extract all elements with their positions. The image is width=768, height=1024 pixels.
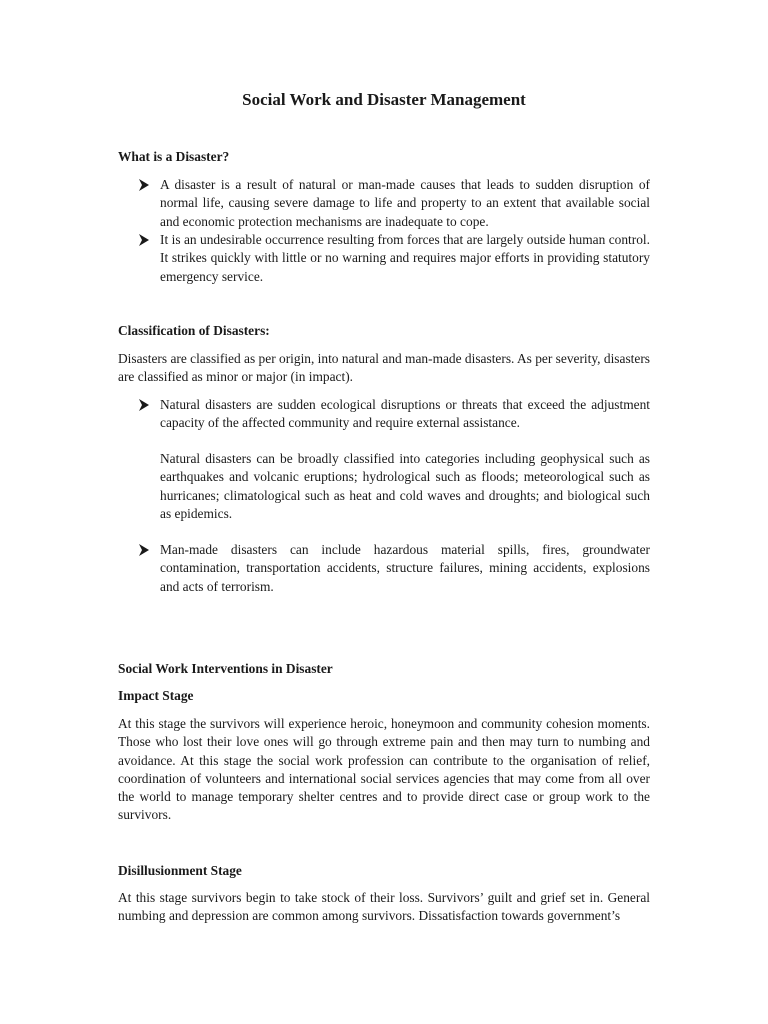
bullet-item-manmade [138,541,650,596]
bullet-text: A disaster is a result of natural or man-made causes that leads to sudden disruption of normal life, causing severe damage to life and property to an extent that available social and economic protection mechanisms are inadequate to cope. [160,177,650,229]
heading-what-is-disaster: What is a Disaster? [118,149,230,164]
heading-impact-stage: Impact Stage [118,688,194,703]
bullet-text: Man-made disasters can include hazardous material spills, fires, groundwater contamination, transportation accidents, structure failures, mining accidents, explosions and acts of terrorism. [160,542,650,594]
document-title: Social Work and Disaster Management [242,90,526,109]
natural-disasters-detail: Natural disasters can be broadly classified into categories including geophysical such as earthquakes and volcanic eruptions; hydrological such as floods; meteorological such as hurricanes; climatological such as heat and cold waves and droughts; and biological such as epidemics. [160,451,650,521]
arrowhead-bullet-icon [138,233,150,247]
disillusionment-stage-text: At this stage survivors begin to take stock of their loss. Survivors’ guilt and grief set in. General numbing and depression are common among survivors. Dissatisfaction towards government’s [118,890,650,924]
impact-stage-text: At this stage the survivors will experience heroic, honeymoon and community cohesion moments. Those who lost their love ones will go through extreme pain and then may turn to numbing and avoidance. At this stage the social work profession can contribute to the organisation of relief, coordination of volunteers and international social services agencies that may come from all over the world to manage temporary shelter centres and to provide direct case or group work to the survivors. [118,716,650,823]
bullet-item [138,231,650,286]
bullet-item [138,176,650,231]
heading-classification: Classification of Disasters: [118,323,270,338]
heading-interventions: Social Work Interventions in Disaster [118,661,333,676]
bullet-item-natural [138,396,650,433]
heading-disillusionment-stage: Disillusionment Stage [118,863,242,878]
arrowhead-bullet-icon [138,398,150,412]
arrowhead-bullet-icon [138,543,150,557]
classification-intro: Disasters are classified as per origin, into natural and man-made disasters. As per severity, disasters are classified as minor or major (in impact). [118,351,650,385]
bullet-text: Natural disasters are sudden ecological disruptions or threats that exceed the adjustment capacity of the affected community and require external assistance. [160,397,650,431]
bullet-text: It is an undesirable occurrence resulting from forces that are largely outside human control. It strikes quickly with little or no warning and requires major efforts in providing statutory emergency service. [160,232,650,284]
arrowhead-bullet-icon [138,178,150,192]
